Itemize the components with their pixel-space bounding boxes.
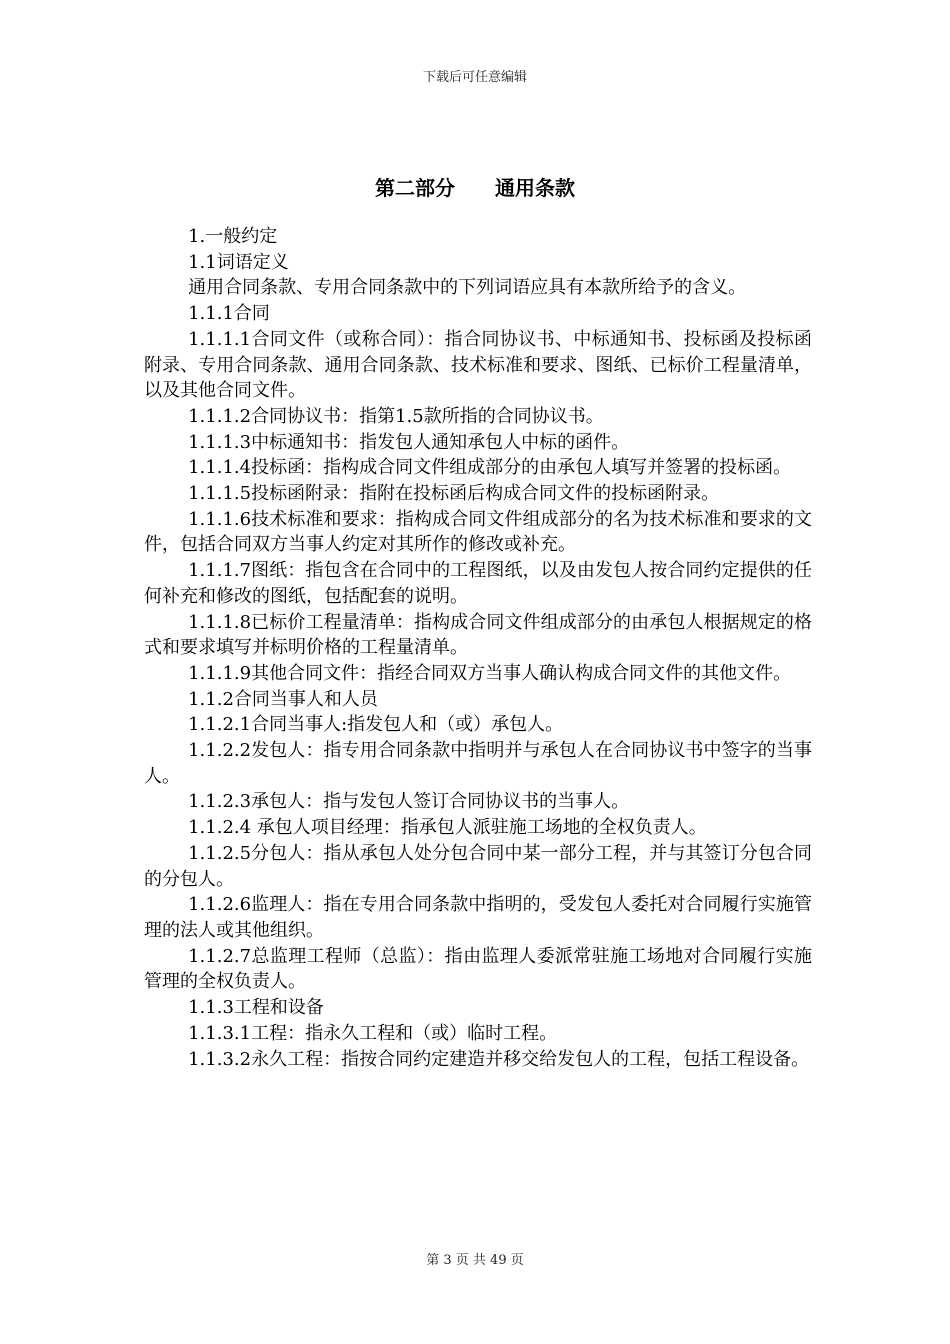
paragraph: 1.1.3.1工程：指永久工程和（或）临时工程。 (188, 1022, 558, 1044)
paragraph: 1.1.1.7图纸：指包含在合同中的工程图纸，以及由发包人按合同约定提供的任何补充和修改的图纸，包括配套的说明。 (144, 560, 812, 607)
paragraph: 1.1.2.3承包人：指与发包人签订合同协议书的当事人。 (188, 791, 630, 813)
paragraph: 1.1.1.1合同文件（或称合同）：指合同协议书、中标通知书、投标函及投标函附录、专用合同条款、通用合同条款、技术标准和要求、图纸、已标价工程量清单，以及其他合同文件。 (144, 328, 812, 402)
paragraph: 1.1.1.3中标通知书：指发包人通知承包人中标的函件。 (188, 431, 630, 453)
paragraph: 通用合同条款、专用合同条款中的下列词语应具有本款所给予的含义。 (188, 277, 747, 299)
paragraph: 1.1.1.8已标价工程量清单：指构成合同文件组成部分的由承包人根据规定的格式和要求填写并标明价格的工程量清单。 (144, 611, 812, 659)
paragraph: 1.1.3.2永久工程：指按合同约定建造并移交给发包人的工程，包括工程设备。 (188, 1048, 810, 1070)
paragraph: 1.1.1.9其他合同文件：指经合同双方当事人确认构成合同文件的其他文件。 (188, 662, 792, 684)
paragraph: 1.1.2.4 承包人项目经理：指承包人派驻施工场地的全权负责人。 (188, 817, 707, 839)
paragraph: 1.1词语定义 (188, 251, 289, 273)
page-footer: 第 3 页 共 49 页 (426, 1253, 524, 1268)
paragraph: 1.1.2.1合同当事人:指发包人和（或）承包人。 (188, 714, 564, 736)
paragraph: 1.1.1.6技术标准和要求：指构成合同文件组成部分的名为技术标准和要求的文件，包括合同双方当事人约定对其所作的修改或补充。 (144, 508, 812, 556)
paragraph: 1.1.1合同 (188, 303, 270, 325)
paragraph: 1.1.1.5投标函附录：指附在投标函后构成合同文件的投标函附录。 (188, 483, 720, 505)
paragraph: 1.1.2合同当事人和人员 (188, 688, 378, 710)
paragraph: 1.1.3工程和设备 (188, 997, 324, 1019)
paragraph: 1.1.2.6监理人：指在专用合同条款中指明的，受发包人委托对合同履行实施管理的法人或其他组织。 (144, 894, 812, 941)
page-header: 下载后可任意编辑 (422, 70, 527, 85)
paragraph: 1.1.2.7总监理工程师（总监）：指由监理人委派常驻施工场地对合同履行实施管理的全权负责人。 (144, 945, 812, 993)
paragraph: 1.1.1.4投标函：指构成合同文件组成部分的由承包人填写并签署的投标函。 (188, 457, 792, 479)
paragraph: 1.1.2.5分包人：指从承包人处分包合同中某一部分工程，并与其签订分包合同的分包人。 (144, 842, 812, 890)
paragraph: 1.一般约定 (188, 226, 278, 247)
paragraph: 1.1.1.2合同协议书：指第1.5款所指的合同协议书。 (188, 405, 604, 427)
document-body (144, 224, 812, 1072)
paragraph: 1.1.2.2发包人：指专用合同条款中指明并与承包人在合同协议书中签字的当事人。 (144, 740, 812, 787)
section-title: 第二部分 通用条款 (375, 176, 575, 200)
